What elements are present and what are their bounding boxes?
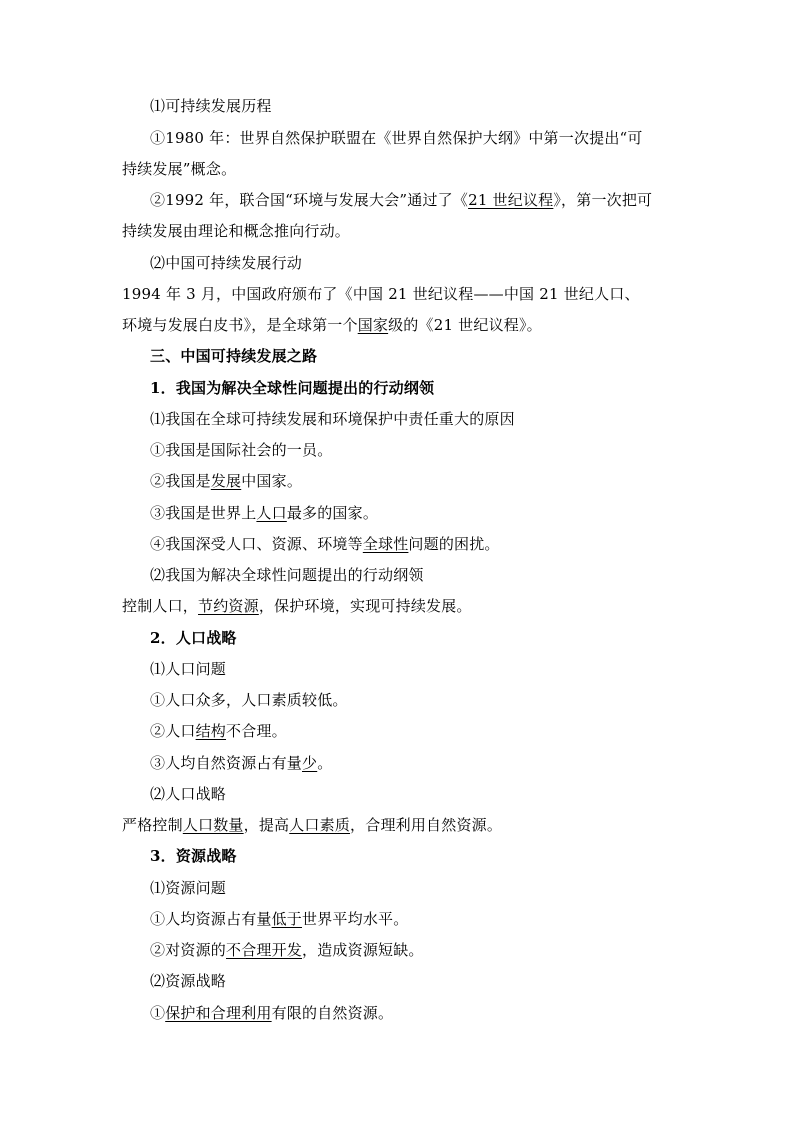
subheading: ⑵资源战略: [150, 972, 227, 990]
paragraph-line: 严格控制人口数量，提高人口素质，合理利用自然资源。: [122, 816, 503, 834]
underlined-term: 国家: [357, 316, 389, 334]
subheading: ⑵人口战略: [150, 785, 227, 803]
list-item: ①我国是国际社会的一员。: [150, 441, 333, 459]
paragraph-line: 1994 年 3 月，中国政府颁布了《中国 21 世纪议程——中国 21 世纪人口、: [122, 285, 640, 303]
paragraph-line: 控制人口，节约资源，保护环境，实现可持续发展。: [122, 597, 472, 615]
list-item: ③人均自然资源占有量少。: [150, 754, 333, 772]
subheading: ⑴可持续发展历程: [150, 97, 272, 115]
underlined-term: 少: [302, 754, 318, 772]
paragraph-line: ①1980 年：世界自然保护联盟在《世界自然保护大纲》中第一次提出“可: [150, 129, 643, 147]
list-item: ④我国深受人口、资源、环境等全球性问题的困扰。: [150, 535, 500, 553]
paragraph-line: ②1992 年，联合国“环境与发展大会”通过了《21 世纪议程》，第一次把可: [150, 191, 653, 209]
list-item: ②我国是发展中国家。: [150, 472, 303, 490]
underlined-term: 低于: [271, 910, 303, 928]
section-heading: 1．我国为解决全球性问题提出的行动纲领: [150, 379, 435, 397]
underlined-term: 人口: [256, 504, 287, 522]
subheading: ⑴我国在全球可持续发展和环境保护中责任重大的原因: [150, 410, 515, 428]
section-heading: 2．人口战略: [150, 629, 237, 647]
underlined-term: 保护和合理利用: [165, 1004, 272, 1022]
underlined-term: 21 世纪议程: [468, 191, 554, 209]
list-item: ③我国是世界上人口最多的国家。: [150, 504, 379, 522]
subheading: ⑴人口问题: [150, 660, 227, 678]
subheading: ⑴资源问题: [150, 879, 227, 897]
underlined-term: 节约资源: [198, 597, 259, 615]
subheading: ⑵中国可持续发展行动: [150, 254, 303, 272]
underlined-term: 全球性: [362, 535, 409, 553]
underlined-term: 结构: [195, 722, 227, 740]
paragraph-line: 持续发展”概念。: [122, 160, 237, 178]
underlined-term: 不合理开发: [226, 941, 303, 959]
list-item: ①人均资源占有量低于世界平均水平。: [150, 910, 409, 928]
list-item: ②人口结构不合理。: [150, 722, 287, 740]
list-item: ②对资源的不合理开发，造成资源短缺。: [150, 941, 424, 959]
paragraph-line: 环境与发展白皮书》，是全球第一个国家级的《21 世纪议程》。: [122, 316, 542, 334]
section-heading: 3．资源战略: [150, 847, 237, 865]
underlined-term: 人口素质: [289, 816, 351, 834]
section-heading: 三、中国可持续发展之路: [150, 347, 318, 365]
list-item: ①人口众多，人口素质较低。: [150, 691, 348, 709]
paragraph-line: 持续发展由理论和概念推向行动。: [122, 222, 351, 240]
list-item: ①保护和合理利用有限的自然资源。: [150, 1004, 394, 1022]
subheading: ⑵我国为解决全球性问题提出的行动纲领: [150, 566, 424, 584]
underlined-term: 人口数量: [182, 816, 244, 834]
underlined-term: 发展: [210, 472, 242, 490]
